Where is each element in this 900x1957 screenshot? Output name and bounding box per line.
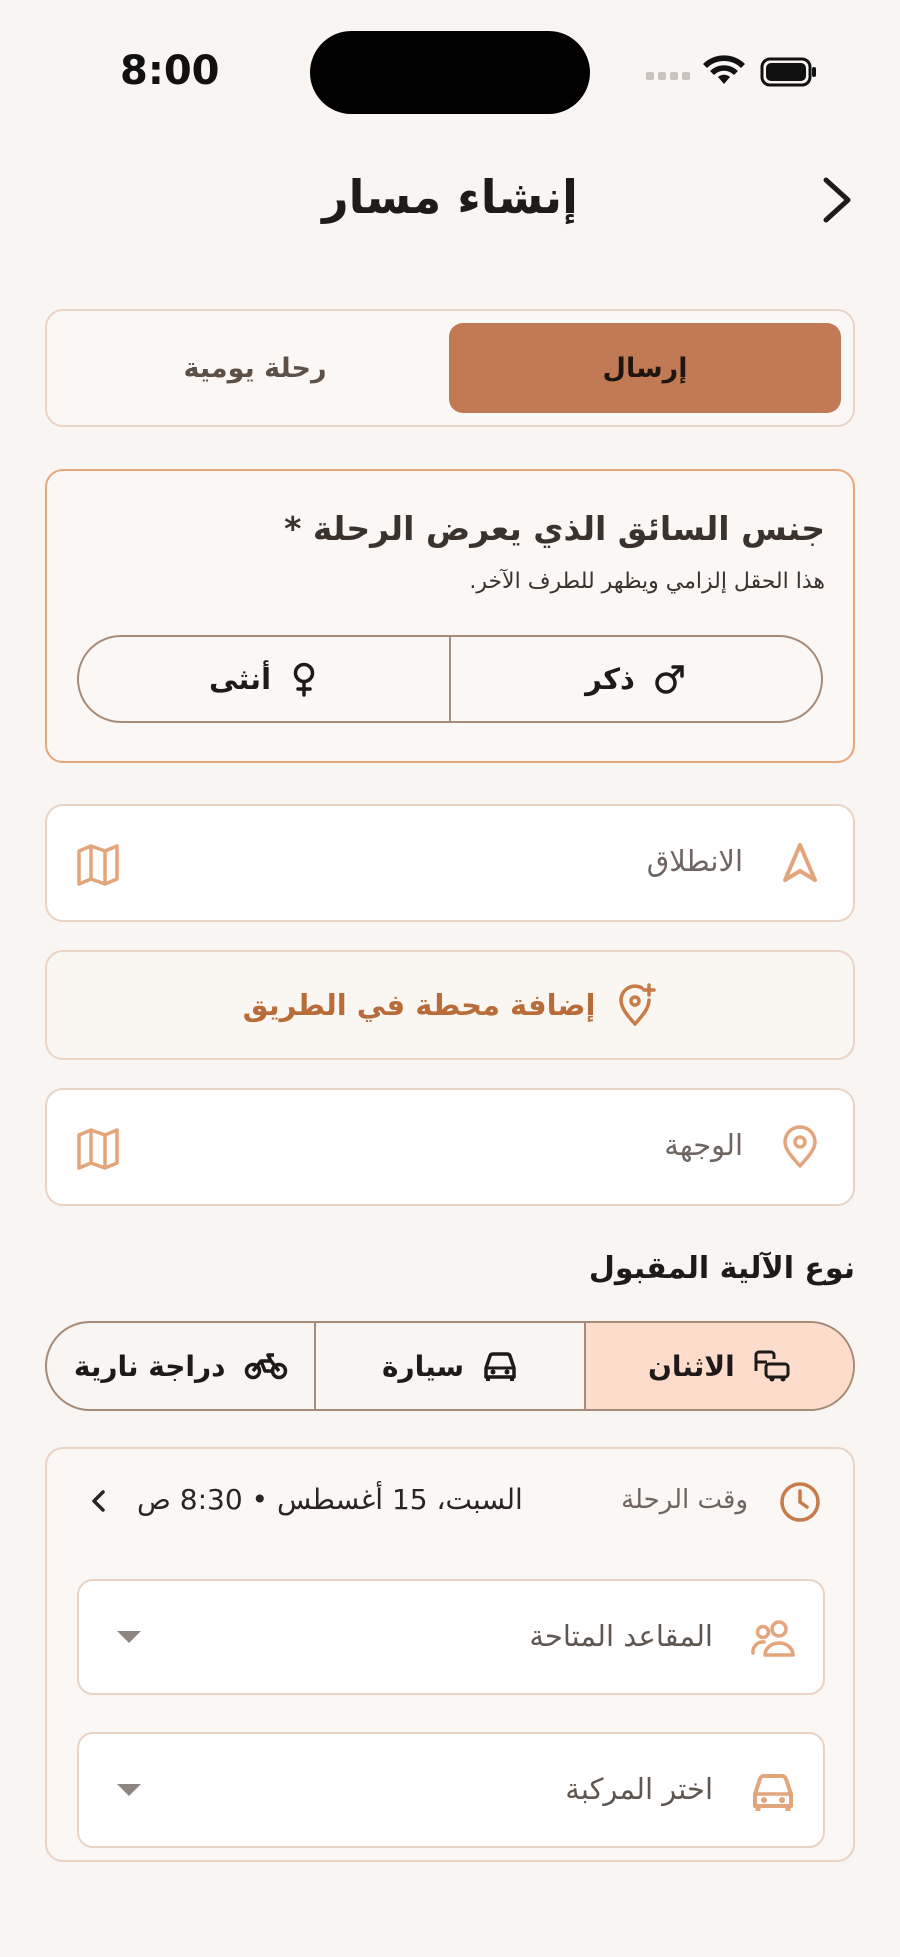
chevron-left-icon xyxy=(85,1487,113,1515)
vehicle-option-motorcycle-label: دراجة نارية xyxy=(73,1349,226,1383)
gender-option-female-label: أنثى xyxy=(209,662,272,696)
vehicle-option-car-label: سيارة xyxy=(381,1349,465,1383)
clock-icon xyxy=(777,1479,823,1525)
add-stop-button[interactable] xyxy=(45,950,855,1060)
status-time: 8:00 xyxy=(120,48,220,94)
destination-field[interactable] xyxy=(45,1088,855,1206)
status-icons xyxy=(640,54,820,94)
chevron-right-icon xyxy=(810,172,866,228)
car-icon xyxy=(749,1770,797,1814)
page-title: إنشاء مسار xyxy=(322,170,578,224)
driver-gender-subtitle: هذا الحقل إلزامي ويظهر للطرف الآخر. xyxy=(469,569,825,594)
map-icon[interactable] xyxy=(75,1126,121,1172)
add-stop-label: إضافة محطة في الطريق xyxy=(242,988,596,1022)
people-icon xyxy=(749,1617,797,1661)
tab-send[interactable]: إرسال xyxy=(449,323,841,413)
tab-daily-trip[interactable]: رحلة يومية xyxy=(183,352,327,384)
add-location-icon xyxy=(617,983,657,1027)
origin-placeholder: الانطلاق xyxy=(646,844,743,878)
select-vehicle-dropdown[interactable] xyxy=(77,1732,825,1848)
car-icon xyxy=(482,1350,518,1382)
wifi-icon xyxy=(703,55,745,84)
location-pin-icon xyxy=(777,1124,823,1170)
vehicle-type-toggle xyxy=(45,1321,855,1411)
cellular-signal-icon xyxy=(646,72,690,80)
vehicle-option-both[interactable] xyxy=(586,1323,853,1409)
vehicle-option-motorcycle[interactable] xyxy=(47,1323,316,1409)
navigation-arrow-icon xyxy=(777,840,823,886)
vehicle-type-label: نوع الآلية المقبول xyxy=(588,1251,855,1286)
gender-option-male[interactable] xyxy=(451,637,821,721)
vehicle-option-both-label: الاثنان xyxy=(647,1349,735,1383)
car-and-bike-icon xyxy=(753,1349,791,1383)
available-seats-dropdown[interactable] xyxy=(77,1579,825,1695)
destination-placeholder: الوجهة xyxy=(664,1128,743,1162)
female-icon xyxy=(289,661,319,697)
motorcycle-icon xyxy=(244,1351,288,1381)
trip-time-row[interactable] xyxy=(47,1449,853,1549)
gender-toggle xyxy=(77,635,823,723)
mode-segmented-control xyxy=(45,309,855,427)
origin-field[interactable] xyxy=(45,804,855,922)
dynamic-island xyxy=(310,31,590,114)
gender-option-female[interactable] xyxy=(79,637,451,721)
gender-option-male-label: ذكر xyxy=(585,662,635,696)
trip-time-label: وقت الرحلة xyxy=(621,1485,748,1515)
back-button[interactable] xyxy=(810,172,866,228)
male-icon xyxy=(653,662,687,696)
dropdown-arrow-icon xyxy=(117,1784,141,1796)
dropdown-arrow-icon xyxy=(117,1631,141,1643)
vehicle-option-car[interactable] xyxy=(316,1323,585,1409)
available-seats-placeholder: المقاعد المتاحة xyxy=(529,1619,713,1653)
driver-gender-title: جنس السائق الذي يعرض الرحلة * xyxy=(284,509,825,548)
select-vehicle-placeholder: اختر المركبة xyxy=(565,1772,713,1806)
driver-gender-card xyxy=(45,469,855,763)
map-icon[interactable] xyxy=(75,842,121,888)
battery-icon xyxy=(762,59,816,85)
trip-details-card xyxy=(45,1447,855,1862)
trip-time-value: السبت، 15 أغسطس • 8:30 ص xyxy=(137,1483,523,1516)
